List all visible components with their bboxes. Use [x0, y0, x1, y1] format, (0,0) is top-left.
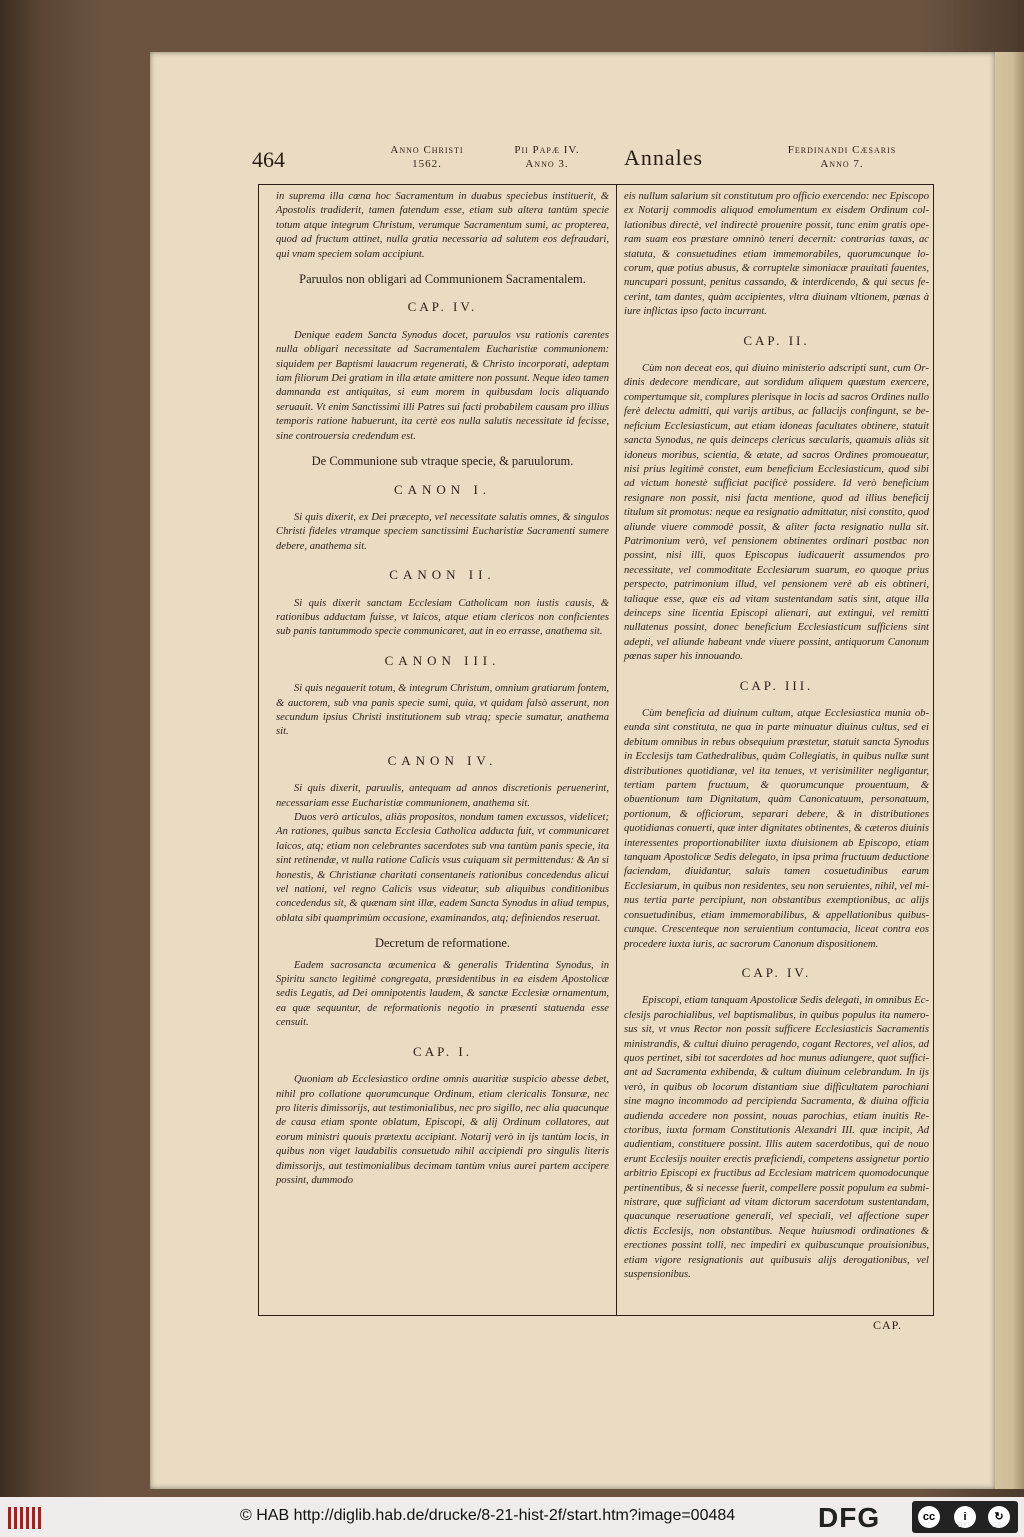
hab-logo-icon[interactable]: [6, 1501, 44, 1533]
paragraph: Si quis dixerit, paruulis, antequam ad annos discretionis peruenerint, necessariam esse Eucharistiæ communionem, anathema sit.: [276, 783, 609, 809]
paragraph: eis nullum salarium sit constitutum pro officio exercendo: nec Episcopo ex Notarij commodis aliquod emolumentum ex eisdem Ordinum collationibus directè, vel indirectè prouenire possit, tunc enim gratis operam suam eos præstare omninò teneri decernit: contrarias taxas, ac statuta, & consuetudines etiam immemorabiles, quorumcunque locorum, quæ potius abusus, & corruptelæ simoniacæ prauitati fauentes, nuncupari possunt, penitus cassando, & interdicendo, & qui secus fecerint, tam dantes, quàm accipientes, vltra diuinam vltionem, pœnas à iure inflictas ipso facto incurrant.: [624, 191, 929, 318]
section-heading: Paruulos non obligari ad Communionem Sacramentalem.: [299, 272, 586, 287]
canon-heading: CANON III.: [384, 652, 501, 668]
dfg-logo[interactable]: DFG: [818, 1502, 881, 1533]
left-column: [276, 190, 609, 1188]
header-anno-christi: Anno Christi 1562.: [390, 144, 464, 170]
header-ferdinandi: Ferdinandi Cæsaris Anno 7.: [787, 144, 897, 170]
cc-icon: cc: [918, 1506, 940, 1528]
chapter-heading: CAP. I.: [413, 1043, 472, 1059]
paragraph: Quoniam ab Ecclesiastico ordine omnis auaritiæ suspicio abesse debet, nihil pro collatione quorumcunque Ordinum, etiam clericalis Tonsuræ, nec pro literis dimissorijs, aut testimonialibus, nec pro sigillo, nec alia quacunque de causa etiam sponte oblatum, Episcopi, & alij Ordinum collatores, aut eorum ministri quouis prætextu accipiant. Notarij verò in ijs tantùm locis, in quibus non viget laudabilis consuetudo nihil accipiendi pro singulis literis dimissorijs, aut testimonialibus decimam tantùm vnius aurei partem accipere possint, dummodo: [276, 1074, 609, 1186]
paragraph: Si quis dixerit sanctam Ecclesiam Catholicam non iustis causis, & rationibus adductam fuisse, vt laicos, atque etiam clericos non conficientes sub panis tantummodo specie communicaret, aut in eo errasse, anathema sit.: [276, 597, 609, 638]
canon-heading: CANON II.: [389, 567, 496, 583]
paragraph: Si quis negauerit totum, & integrum Christum, omnium gratiarum fontem, & auctorem, sub vna panis specie sumi, quia, vt quidam falsò asserunt, non secundum ipsius Christi institutionem sub vtraq; specie sumatur, anathema sit.: [276, 683, 609, 738]
canon-heading: CANON IV.: [387, 752, 498, 768]
sa-label: SA: [992, 1522, 1002, 1529]
catchword: CAP.: [873, 1318, 903, 1332]
running-title: Annales: [624, 145, 704, 170]
section-heading: Decretum de reformatione.: [374, 936, 510, 951]
by-person-icon: i: [954, 1506, 976, 1528]
paragraph: Duos verò articulos, aliàs propositos, nondum tamen excussos, videlicet; An rationes, quibus sancta Ecclesia Catholica adducta fuit, vt communicaret laicos, atq; etiam non celebrantes sacerdotes sub vna tantùm panis specie, ita sint retinendæ, vt nulla ratione Calicis vsus cuiquam sit permittendus: & An si honestis, & Christianæ charitati consentaneis rationibus concedendus alicui vel nationi, vel regno Calicis vsus videatur, sub aliquibus conditionibus concedendus sit, & quænam sint illæ, eadem Sancta Synodus in aliud tempus, oblata sibi quamprimùm occasione, examinandos, atq; definiendos reseruat.: [276, 812, 609, 924]
page-number: 464: [252, 147, 285, 172]
page-edge: [995, 52, 1024, 1489]
running-header: [252, 143, 930, 183]
chapter-heading: CAP. IV.: [407, 299, 478, 315]
paragraph: Si quis dixerit, ex Dei præcepto, vel necessitate salutis omnes, & singulos Christi fideles vtramque speciem sanctissimi Eucharistiæ Sacramenti sumere debere, anathema sit.: [276, 511, 609, 552]
section-heading: De Communione sub vtraque specie, & paruulorum.: [311, 454, 574, 469]
cc-license-badge[interactable]: [912, 1501, 1018, 1533]
right-column: [624, 190, 929, 1282]
paragraph: Cùm non deceat eos, qui diuino ministerio adscripti sunt, cum Ordinis dedecore mendicare, aut sordidum aliquem quæstum exercere, compertumque sit, complures plerisque in locis ad sacros Ordines nullo ferè delectu admitti, qui varijs artibus, ac fallacijs confingunt, se beneficium Ecclesiasticum, aut etiam idoneas facultates obtinere, statuit sancta Synodus, ne quis deinceps clericus sæcularis, quamuis aliàs sit idoneus moribus, scientia, & ætate, ad sacros Ordines promoueatur, nisi prius legitimè constet, eum beneficium Ecclesiasticum, quod sibi ad victum honestè sufficiat pacificè possidere. Id verò beneficium resignare non possit, nisi facta mentione, quod ad illius beneficij titulum sit promotus: neque ea resignatio admittatur, nisi constito, quod aliunde viuere commodè possit, & aliter facta resignatio nulla sit. Patrimonium verò, vel pensionem obtinentes ordinari postbac non possint, nisi illi, quos Episcopus iudicauerit assumendos pro necessitate, vel commoditate Ecclesiarum suarum, eo quoque prius perspecto, patrimonium illud, vel pensionem verè ab eis obtineri, taliaque esse, quæ eis ad vitam sustentandam satis sint, atque illa deinceps sine licentia Episcopi alienari, aut extingui, vel remitti nullatenus possint, donec beneficium Ecclesiasticum sufficiens sint adepti, vel aliunde habeant vnde viuere possint, antiquorum Canonum pœnas super his innouando.: [624, 363, 929, 663]
paragraph: Eadem sacrosancta œcumenica & generalis Tridentina Synodus, in Spiritu sancto legitimè congregata, præsidentibus in ea eisdem Apostolicæ sedis Legatis, ad Dei omnipotentis laudem, & sanctæ Ecclesiæ ornamentum, ea quæ sequuntur, de reformationis negotio in præsenti statuenda esse censuit.: [276, 959, 609, 1029]
paragraph: Episcopi, etiam tanquam Apostolicæ Sedis delegati, in omnibus Ecclesijs parochialibus, vel baptismalibus, in quibus populus ita numerosus sit, vt vnus Rector non possit sufficere Ecclesiasticis Sacramentis ministrandis, & cultui diuino peragendo, cogant Rectores, vel alios, ad quos pertinet, sibi tot sacerdotes ad hoc munus adiungere, quot sufficiant ad Sacramenta exhibenda, & cultum diuinum celebrandum. In ijs verò, in quibus ob locorum distantiam siue difficultatem parochiani sine magno incommodo ad percipienda Sacramenta, & diuina officia audienda accedere non possint, nouas parochias, etiam inuitis Rectoribus, iuxta formam Constitutionis Alexandri III. quæ incipit, Ad audientiam, constituere possint. Illis autem sacerdotibus, qui de nouo erunt Ecclesijs nouiter erectis præficiendi, competens assignetur portio arbitrio Episcopi ex fructibus ad Ecclesiam matricem quomodocunque pertinentibus, & si necesse fuerit, compellere possit populum ea subministrare, quæ sufficiant ad vitam dictorum sacerdotum sustentandam, quacunque reseruatione generali, vel speciali, vel affectione super dictis Ecclesijs, non obstantibus. Neque huiusmodi ordinationes & erectiones possint tolli, nec impediri ex quibuscunque prouisionibus, etiam vigore resignationis aut quibusuis alijs derogationibus, vel suspensionibus.: [624, 995, 929, 1281]
paragraph: Cùm beneficia ad diuinum cultum, atque Ecclesiastica munia obeunda sint constituta, ne qua in parte minuatur diuinus cultus, sed ei debitum omnibus in rebus obsequium præstetur, statuit sancta Synodus in Ecclesijs tam Cathedralibus, quàm Collegiatis, in quibus nullæ sunt distributiones quotidianæ, vel ita tenues, vt verisimiliter negligantur, tertiam partem fructuum, & quorumcunque prouentuum, & obuentionum tam Dignitatum, quàm Canonicatuum, personatuum, portionum, & officiorum, separari debere, & in distributiones quotidianas conuerti, quæ inter dignitates obtinentes, & cæteros diuinis interessentes proportionabiliter iuxta diuisionem ab Episcopo, etiam tanquam Apostolicæ Sedis delegato, in ipsa prima fructuum deductione faciendam, diuidantur, saluis tamen cosuetudinibus earum Ecclesiarum, in quibus non residentes, seu non seruientes, nihil, vel minus tertia parte percipiunt, non obstantibus exemptionibus, ac alijs consuetudinibus, etiam immemorabilibus, & appellationibus quibuscunque. Crescenteque non seruientium contumacia, liceat contra eos procedere iuxta iuris, ac sacrorum Canonum dispositionem.: [624, 708, 929, 950]
chapter-heading: CAP. II.: [743, 332, 810, 348]
citation-link[interactable]: © HAB http://diglib.hab.de/drucke/8-21-hist-2f/start.htm?image=00484: [240, 1507, 736, 1524]
paragraph: in suprema illa cœna hoc Sacramentum in duabus speciebus instituerit, & Apostolis tradiderit, tamen fatendum esse, etiam sub altera tantùm specie totum atque integrum Christum, verumque Sacramentum sumi, ac propterea, quod ad fructum attinet, nulla gratia necessaria ad salutem eos defraudari, qui vnam speciem solam accipiunt.: [276, 191, 609, 260]
by-label: BY: [958, 1522, 968, 1529]
paragraph: Denique eadem Sancta Synodus docet, paruulos vsu rationis carentes nulla obligari necessitate ad Sacramentalem Eucharistiæ communionem: siquidem per Baptismi lauacrum regenerati, & Christo incorporati, adeptam iam filiorum Dei gratiam in illa ætate amittere non possunt. Neque ideo tamen damnanda est antiquitas, si eum morem in quibusdam locis aliquando seruauit. Vt enim Sanctissimi illi Patres sui facti probabilem causam pro illius temporis ratione habuerunt, ita certè eos nulla salutis necessitate id fecisse, sine controuersia credendum est.: [276, 329, 609, 442]
header-pii-papae: Pii Papæ IV. Anno 3.: [514, 144, 580, 170]
chapter-heading: CAP. IV.: [741, 964, 812, 980]
column-divider: [616, 184, 617, 1316]
chapter-heading: CAP. III.: [739, 677, 814, 693]
sa-share-icon: ↻: [988, 1506, 1010, 1528]
viewer-footer: [0, 1497, 1024, 1537]
canon-heading: CANON I.: [393, 481, 492, 497]
